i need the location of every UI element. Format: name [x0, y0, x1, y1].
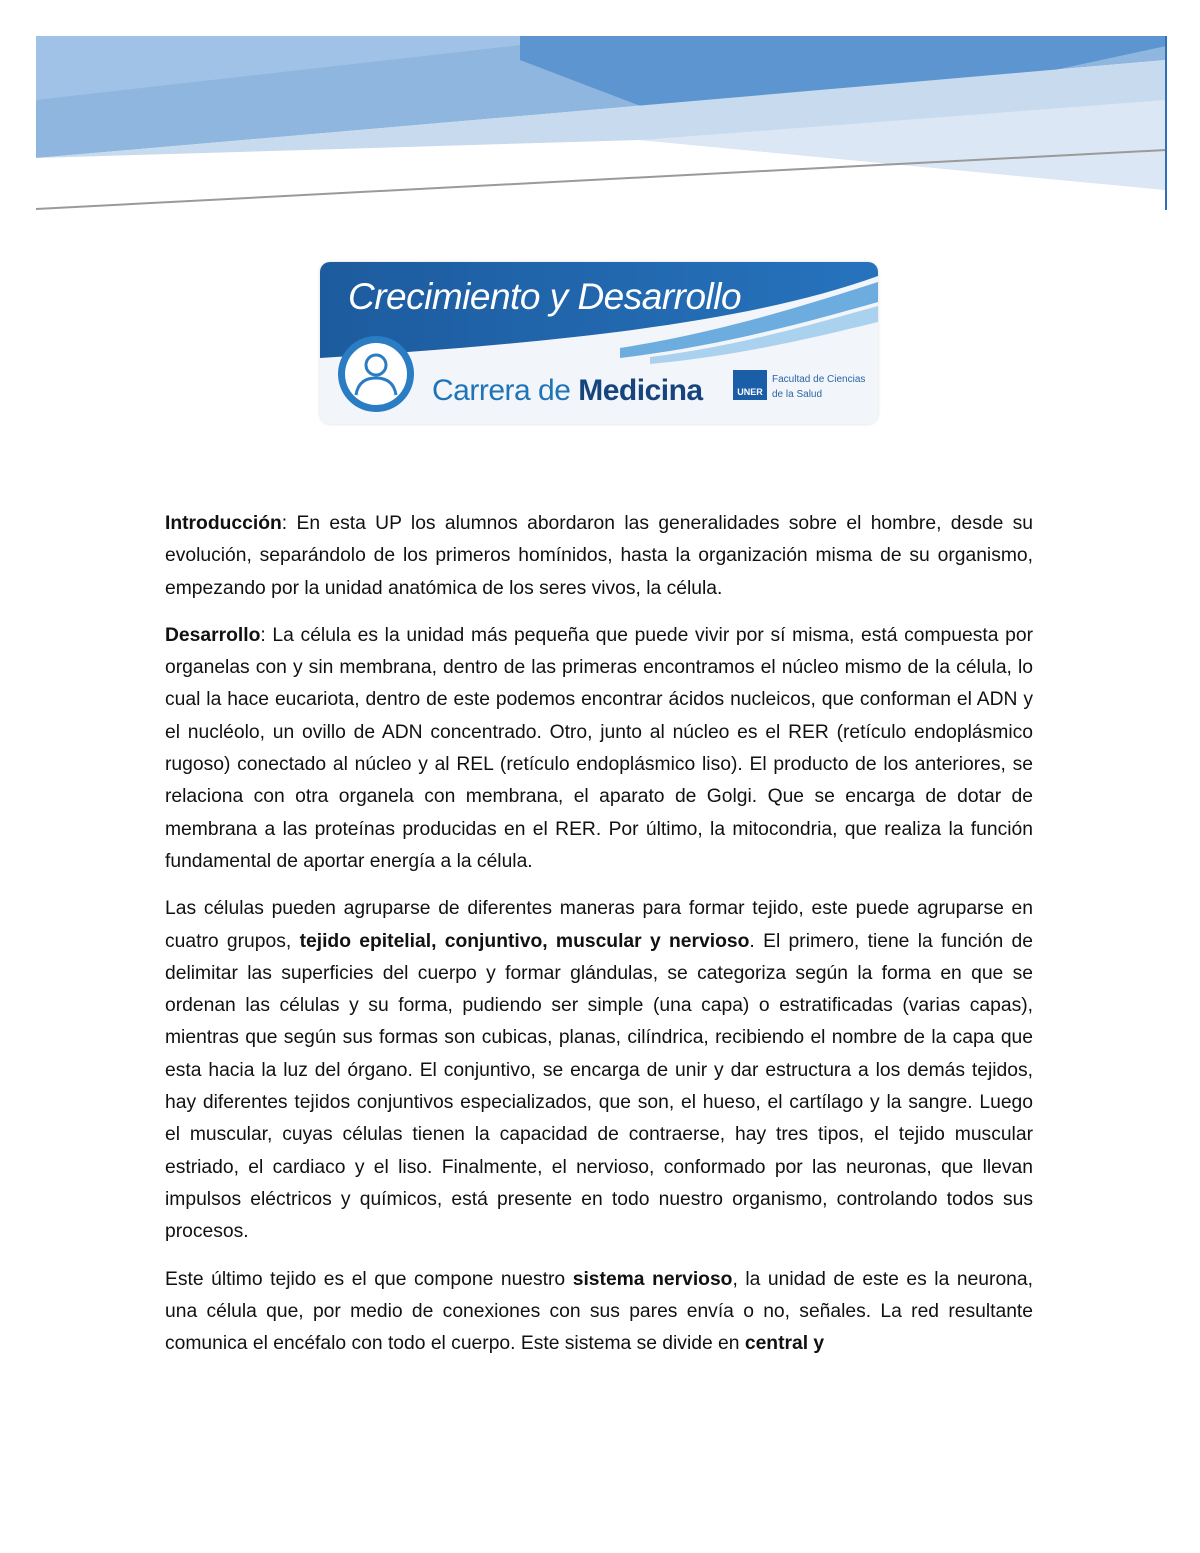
course-banner [320, 262, 878, 424]
faculty-name: Facultad de Ciencias de la Salud [772, 374, 866, 400]
paragraph-desarrollo [165, 620, 1033, 878]
tejidos-text-before: Las células pueden agruparse de diferentes maneras para formar tejido, este puede agruparse en cuatro grupos, [165, 898, 1033, 952]
paragraph-sistema-nervioso [165, 1264, 1033, 1361]
document-body [165, 508, 1033, 1375]
banner-subtitle [432, 374, 703, 408]
uner-logo: UNER [733, 370, 767, 400]
paragraph-introduccion [165, 508, 1033, 605]
banner-subtitle-light: Carrera de [432, 374, 579, 407]
header-decoration [0, 0, 1200, 230]
banner-subtitle-bold: Medicina [578, 374, 703, 407]
sn-bold: sistema nervioso [572, 1268, 733, 1290]
banner-title: Crecimiento y Desarrollo [348, 276, 742, 317]
sn-text-middle: , la unidad de este es la neurona, una célula que, por medio de conexiones con sus pares envía o no, señales. La red resultante comunica el encéfalo con todo el cuerpo. Este sistema se divide en [165, 1268, 1033, 1355]
desarrollo-label: Desarrollo [165, 624, 261, 646]
desarrollo-text: : La célula es la unidad más pequeña que puede vivir por sí misma, está compuesta por organelas con y sin membrana, dentro de las primeras encontramos el núcleo mismo de la célula, lo cual la hace eucariota, dentro de este podemos encontrar ácidos nucleicos, que conforman el ADN y el nucléolo, un ovillo de ADN concentrado. Otro, junto al núcleo es el RER (retículo endoplásmico rugoso) conectado al núcleo y al REL (retículo endoplásmico liso). El producto de los anteriores, se relaciona con otra organela con membrana, el aparato de Golgi. Que se encarga de dotar de membrana a las proteínas producidas en el RER. Por último, la mitocondria, que realiza la función fundamental de aportar energía a la célula. [165, 624, 1033, 872]
intro-label: Introducción [165, 513, 282, 534]
paragraph-tejidos [165, 893, 1033, 1248]
sn-text-before: Este último tejido es el que compone nuestro [165, 1268, 573, 1290]
tejidos-bold: tejido epitelial, conjuntivo, muscular y nervioso [299, 930, 750, 952]
tejidos-text-after: . El primero, tiene la función de delimitar las superficies del cuerpo y formar glándulas, se categoriza según la forma en que se ordenan las células y su forma, pudiendo ser simple (una capa) o estratificadas (varias capas), mientras que según sus formas son cubicas, planas, cilíndrica, recibiendo el nombre de la capa que esta hacia la luz del órgano. El conjuntivo, se encarga de unir y dar estructura a los demás tejidos, hay diferentes tejidos conjuntivos especializados, que son, el hueso, el cartílago y la sangre. Luego el muscular, cuyas células tienen la capacidad de contraerse, hay tres tipos, el tejido muscular estriado, el cardiaco y el liso. Finalmente, el nervioso, conformado por las neuronas, que llevan impulsos eléctricos y químicos, está presente en todo nuestro organismo, controlando todos sus procesos. [165, 930, 1034, 1243]
intro-text: : En esta UP los alumnos abordaron las generalidades sobre el hombre, desde su evolución, separándolo de los primeros homínidos, hasta la organización misma de su organismo, empezando por la unidad anatómica de los seres vivos, la célula. [165, 513, 1033, 599]
sn-bold-2: central y [744, 1333, 825, 1355]
